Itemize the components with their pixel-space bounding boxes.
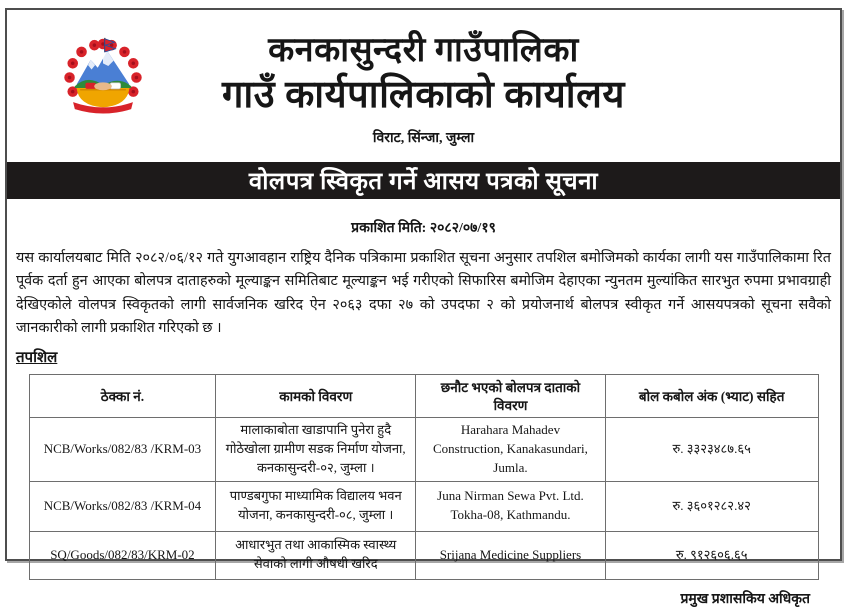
work-description-cell: आधारभुत तथा आकास्मिक स्वास्थ्य सेवाको लागी औषधी खरिद	[216, 531, 416, 579]
nepal-emblem-icon	[59, 36, 147, 126]
bid-amount-cell: रु. ३६०१२८२.४२	[605, 481, 818, 531]
notice-title-banner	[7, 162, 840, 199]
document-frame	[5, 8, 842, 607]
municipality-title: कनकासुन्दरी गाउँपालिका	[268, 32, 579, 69]
contract-no-cell: NCB/Works/082/83 /KRM-03	[29, 418, 216, 482]
table-row	[29, 481, 818, 531]
contract-no-cell: NCB/Works/082/83 /KRM-04	[29, 481, 216, 531]
bid-amount-cell: रु. ३३२३४८७.६५	[605, 418, 818, 482]
bid-amount-cell: रु. ९१२६०६.६५	[605, 531, 818, 579]
contract-no-cell: SQ/Goods/082/83/KRM-02	[29, 531, 216, 579]
published-date-value: २०८२/०७/१९	[429, 220, 496, 236]
table-row	[29, 418, 818, 482]
work-description-cell: पाण्डबगुफा माध्यामिक विद्यालय भवन योजना, कनकासुन्दरी-०८, जुम्ला ।	[216, 481, 416, 531]
column-header-selected-bidder: छनौट भएको बोलपत्र दाताको विवरण	[416, 375, 606, 418]
column-header-bid-amount: बोल कबोल अंक (भ्याट) सहित	[605, 375, 818, 418]
details-label: तपशिल	[16, 350, 58, 367]
table-row	[29, 531, 818, 579]
notice-title: वोलपत्र स्विकृत गर्ने आसय पत्रको सूचना	[248, 168, 599, 195]
tender-details-table	[29, 374, 819, 580]
notice-body-paragraph: यस कार्यालयबाट मिति २०८२/०६/१२ गते युगआवहान राष्ट्रिय दैनिक पत्रिकामा प्रकाशित सूचना अनुसार तपशिल बमोजिमको कार्यका लागी यस गाउँपालिकामा रित पूर्वक दर्ता हुन आएका बोलपत्र दाताहरुको मूल्याङ्कन समितिबाट मूल्याङ्कन भई गरीएको सिफारिस बमोजिम देहाएका न्युनतम मुल्यांकित सारभुत रुपमा प्रभावग्राही देखिएकोले वोलपत्र स्विकृतको लागी सार्वजनिक खरिद ऐन २०६३ दफा २७ को उपदफा २ को प्रयोजनार्थ बोलपत्र स्वीकृत गर्ने आसयपत्रको सूचना सवैको जानकारीको लागी प्रकाशित गरिएको छ ।	[16, 249, 831, 336]
table-header-row	[29, 375, 818, 418]
work-description-cell: मालाकाबोता खाडापानि पुनेरा हुदै गोठेखोला ग्रामीण सडक निर्माण योजना, कनकासुन्दरी-०२, जुम्ला ।	[216, 418, 416, 482]
published-date-line	[7, 218, 840, 237]
signatory-title: प्रमुख प्रशासकिय अधिकृत	[680, 591, 810, 607]
published-date-label: प्रकाशित मिति:	[351, 220, 427, 236]
selected-bidder-cell: Srijana Medicine Suppliers	[416, 531, 606, 579]
column-header-contract-no: ठेक्का नं.	[29, 375, 216, 418]
selected-bidder-cell: Juna Nirman Sewa Pvt. Ltd. Tokha-08, Kathmandu.	[416, 481, 606, 531]
office-title: गाउँ कार्यपालिकाको कार्यालय	[222, 74, 625, 117]
column-header-work-description: कामको विवरण	[216, 375, 416, 418]
selected-bidder-cell: Harahara Mahadev Construction, Kanakasundari, Jumla.	[416, 418, 606, 482]
office-location: विराट, सिंन्जा, जुम्ला	[372, 130, 475, 146]
